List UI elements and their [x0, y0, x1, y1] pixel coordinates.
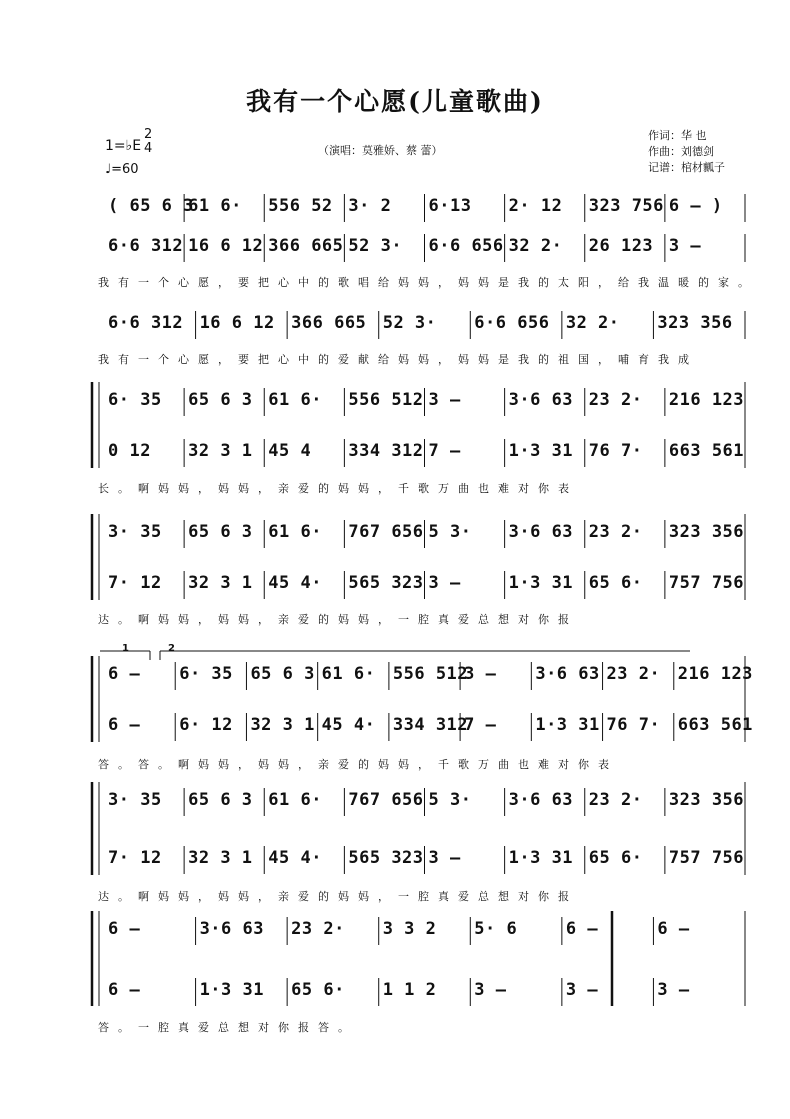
measure: 6·6 312 — [108, 236, 184, 256]
measure: 3· 35 — [108, 522, 162, 542]
measure: 23 2· — [588, 790, 643, 810]
measure: 2· 12 — [508, 196, 563, 216]
measure: 663 561 — [677, 715, 753, 735]
measure: 663 561 — [668, 441, 745, 461]
measure: 3 – — [474, 980, 507, 1000]
measure: 3·6 63 — [508, 522, 574, 542]
measure: 3 – — [657, 980, 690, 1000]
measure: 7· 12 — [108, 848, 162, 868]
measure: 23 2· — [291, 919, 345, 939]
performer-credit: （演唱：莫雅娇、蔡 蕾） — [318, 144, 443, 157]
measure: 216 123 — [677, 664, 753, 684]
measure: 3 – — [464, 664, 497, 684]
measure: 1 1 2 — [382, 980, 437, 1000]
measure: 65 6 3 — [188, 390, 253, 410]
measure: 61 6· — [268, 390, 322, 410]
measure: 32 3 1 — [188, 848, 253, 868]
measure: 6·6 656 — [474, 313, 550, 333]
measure: 323 356 — [657, 313, 733, 333]
measure: 61 6· — [268, 790, 322, 810]
measure: 6 – — [108, 715, 141, 735]
measure: 7 – — [428, 441, 461, 461]
lyric-line: 我有一个心愿，要把心中的爱献给妈妈，妈妈是我的祖国，哺育我成 — [98, 353, 698, 366]
measure: 556 512 — [392, 664, 469, 684]
measure: 45 4· — [268, 848, 322, 868]
measure: 323 356 — [668, 522, 745, 542]
volta-second-label: 2 — [168, 643, 175, 654]
measure: 61 6· — [268, 522, 322, 542]
measure: 216 123 — [668, 390, 745, 410]
time-signature-bottom: 4 — [144, 141, 153, 156]
measure: 45 4 — [268, 441, 312, 461]
measure: 65 6· — [291, 980, 345, 1000]
measure: 23 2· — [588, 390, 643, 410]
measure: 61 6· — [188, 196, 242, 216]
measure: 565 323 — [348, 848, 424, 868]
measure: 3 – — [428, 390, 461, 410]
measure: 61 6· — [321, 664, 376, 684]
measure: 6 – ) — [668, 196, 723, 216]
measure: 7 – — [464, 715, 497, 735]
measure: 3 – — [428, 848, 461, 868]
measure: 3 – — [428, 573, 461, 593]
measure: 3·6 63 — [199, 919, 264, 939]
composer-credit: 作曲：刘德剑 — [648, 145, 714, 158]
measure: 5 3· — [428, 522, 472, 542]
measure: 5· 6 — [474, 919, 518, 939]
measure: 366 665 — [291, 313, 367, 333]
measure: 26 123 — [588, 236, 654, 256]
lyric-line: 长。啊妈妈，妈妈，亲爱的妈妈，千歌万曲也难对你表 — [98, 482, 578, 495]
measure: 32 3 1 — [188, 441, 253, 461]
measure: 1·3 31 — [199, 980, 264, 1000]
lyric-line: 我有一个心愿，要把心中的歌唱给妈妈，妈妈是我的太阳，给我温暖的家。 — [98, 276, 758, 289]
measure: 3· 35 — [108, 790, 162, 810]
measure: 65 6· — [588, 848, 643, 868]
lyric-line: 答。一腔真爱总想对你报答。 — [98, 1021, 358, 1034]
measure: 32 2· — [508, 236, 563, 256]
measure: 7· 12 — [108, 573, 162, 593]
measure: 6· 12 — [179, 715, 233, 735]
measure: 76 7· — [606, 715, 661, 735]
measure: 556 52 — [268, 196, 333, 216]
time-signature-top: 2 — [144, 127, 153, 142]
measure: 3 – — [565, 980, 599, 1000]
measure: 3·6 63 — [508, 790, 574, 810]
measure: 334 312 — [348, 441, 424, 461]
measure: 65 6 3 — [188, 790, 253, 810]
measure: 767 656 — [348, 522, 424, 542]
measure: 323 756 — [588, 196, 664, 216]
measure: 0 12 — [108, 441, 151, 461]
measure: 5 3· — [428, 790, 472, 810]
measure: 6·6 656 — [428, 236, 504, 256]
measure: 3 – — [668, 236, 702, 256]
measure: 32 3 1 — [188, 573, 253, 593]
lyricist-credit: 作词：华 也 — [648, 129, 707, 142]
measure: ( 65 6 3 — [108, 196, 194, 216]
measure: 76 7· — [588, 441, 643, 461]
measure: 65 6 3 — [188, 522, 253, 542]
measure: 52 3· — [348, 236, 403, 256]
measure: 23 2· — [588, 522, 643, 542]
measure: 32 2· — [565, 313, 620, 333]
lyric-line: 达。啊妈妈，妈妈，亲爱的妈妈，一腔真爱总想对你报 — [98, 613, 578, 626]
key-signature: 1=♭E — [105, 138, 142, 154]
measure: 16 6 12 — [188, 236, 264, 256]
measure: 767 656 — [348, 790, 424, 810]
measure: 32 3 1 — [250, 715, 315, 735]
measure: 23 2· — [606, 664, 661, 684]
song-title: 我有一个心愿(儿童歌曲) — [246, 87, 544, 116]
volta-first-label: 1 — [122, 643, 129, 654]
measure: 323 356 — [668, 790, 745, 810]
measure: 556 512 — [348, 390, 424, 410]
measure: 6·6 312 — [108, 313, 184, 333]
measure: 3 3 2 — [382, 919, 437, 939]
measure: 1·3 31 — [535, 715, 600, 735]
lyric-line: 达。啊妈妈，妈妈，亲爱的妈妈，一腔真爱总想对你报 — [98, 890, 578, 903]
measure: 16 6 12 — [199, 313, 275, 333]
measure: 366 665 — [268, 236, 344, 256]
lyric-line: 答。答。啊妈妈，妈妈，亲爱的妈妈，千歌万曲也难对你表 — [98, 758, 618, 771]
measure: 3·6 63 — [535, 664, 600, 684]
measure: 45 4· — [321, 715, 376, 735]
measure: 6 – — [108, 919, 141, 939]
measure: 3· 2 — [348, 196, 392, 216]
transcriber-credit: 记谱：棺材瓤子 — [648, 161, 725, 174]
measure: 1·3 31 — [508, 573, 574, 593]
tempo-marking: ♩=60 — [105, 162, 139, 177]
measure: 757 756 — [668, 573, 745, 593]
measure: 52 3· — [382, 313, 437, 333]
measure: 6 – — [108, 664, 141, 684]
measure: 757 756 — [668, 848, 745, 868]
measure: 65 6· — [588, 573, 643, 593]
measure: 334 312 — [392, 715, 469, 735]
measure: 6 – — [565, 919, 599, 939]
measure: 45 4· — [268, 573, 322, 593]
measure: 6· 35 — [108, 390, 162, 410]
measure: 6·13 — [428, 196, 472, 216]
measure: 6· 35 — [179, 664, 233, 684]
measure: 3·6 63 — [508, 390, 574, 410]
measure: 6 – — [657, 919, 690, 939]
measure: 565 323 — [348, 573, 424, 593]
measure: 65 6 3 — [250, 664, 315, 684]
measure: 1·3 31 — [508, 441, 574, 461]
measure: 1·3 31 — [508, 848, 574, 868]
measure: 6 – — [108, 980, 141, 1000]
